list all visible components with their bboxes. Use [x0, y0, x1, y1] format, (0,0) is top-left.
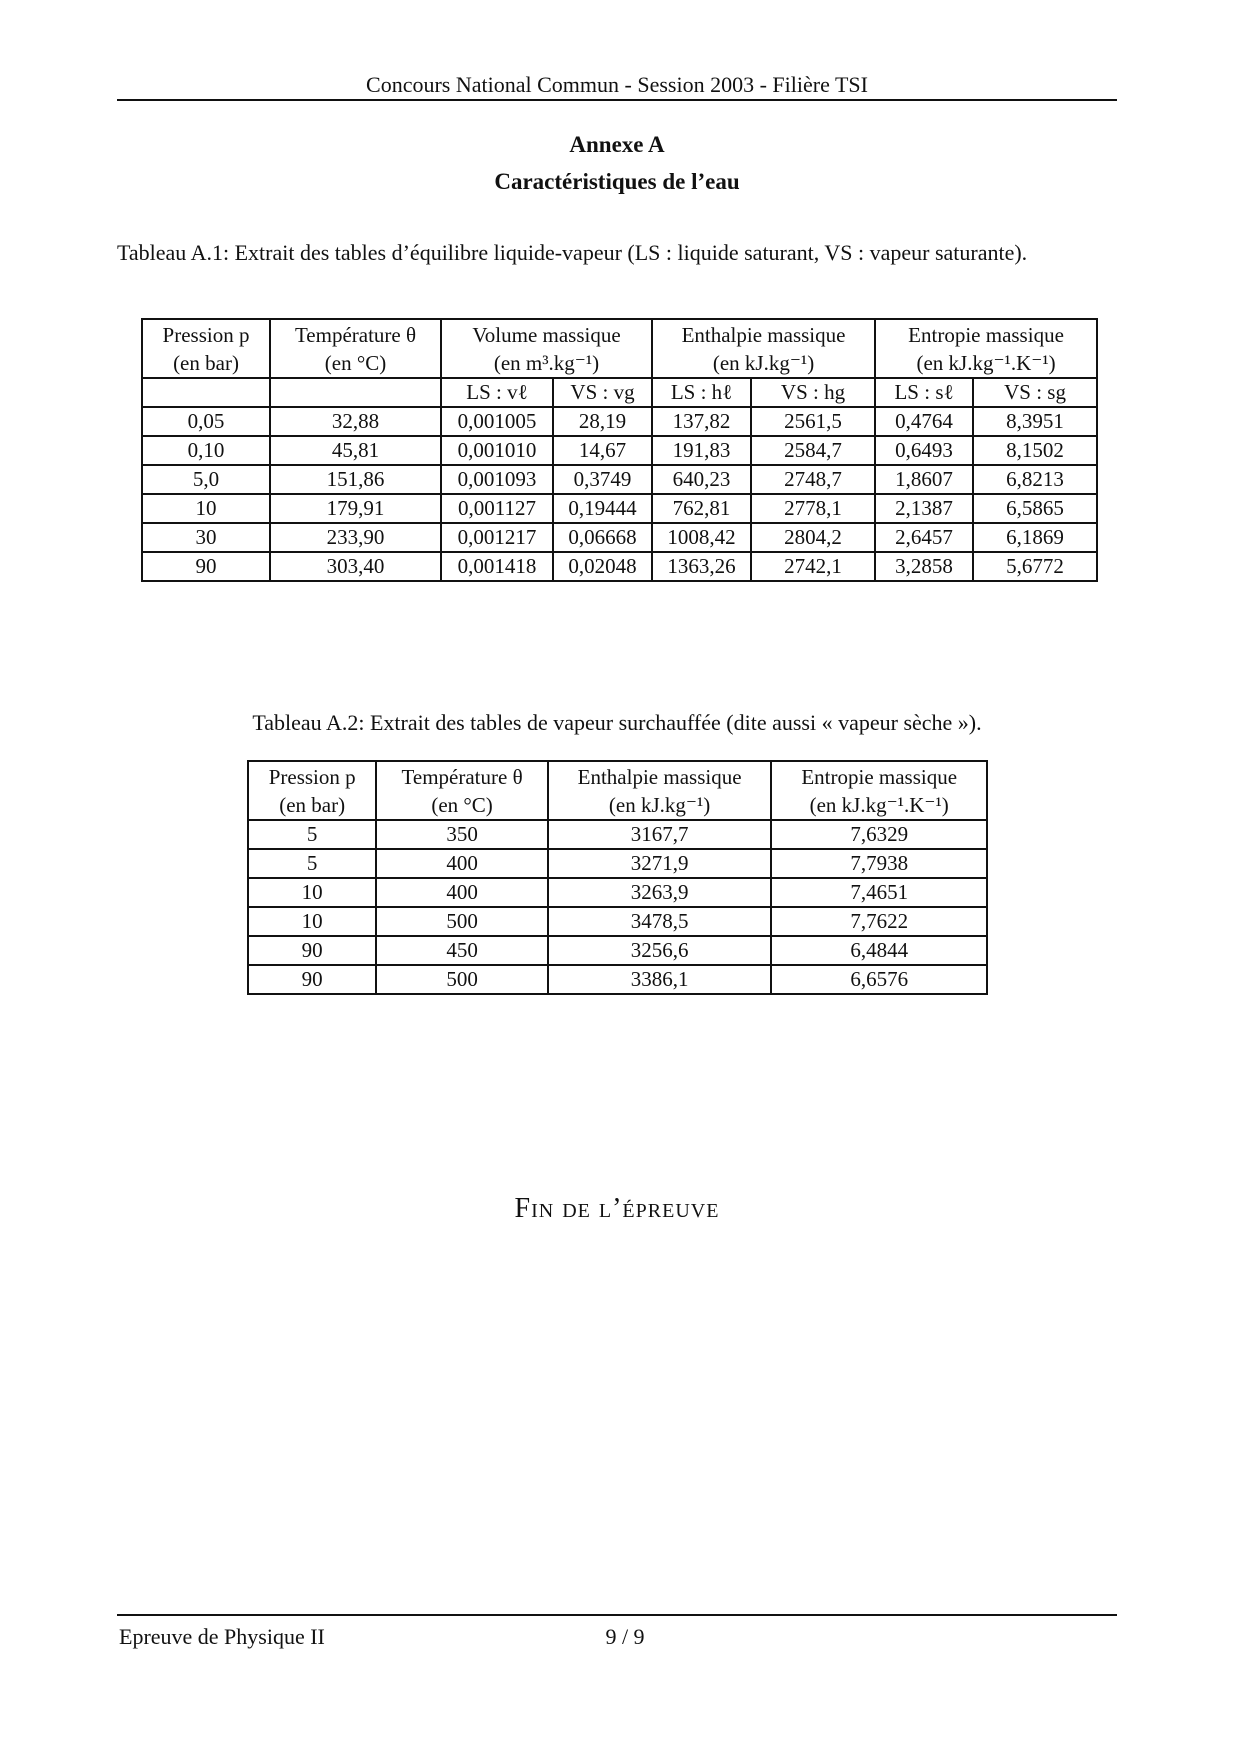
table-cell: 762,81: [652, 494, 751, 523]
subheader-empty-cell: [270, 378, 441, 407]
subheader-empty-cell: [142, 378, 270, 407]
table-cell: 28,19: [553, 407, 652, 436]
table-cell: 179,91: [270, 494, 441, 523]
footer-rule: [117, 1614, 1117, 1616]
table-cell: 6,5865: [973, 494, 1097, 523]
table-cell: 0,001217: [441, 523, 553, 552]
footer-exam-name: Epreuve de Physique II: [119, 1624, 325, 1649]
table-cell: 8,3951: [973, 407, 1097, 436]
subheader-cell: VS : hg: [751, 378, 875, 407]
table-cell: 0,05: [142, 407, 270, 436]
table-row: [248, 820, 987, 849]
header-rule: [117, 99, 1117, 101]
table-cell: 7,6329: [771, 820, 987, 849]
header-cell-volume: Volume massique (en m³.kg⁻¹): [441, 319, 652, 378]
table-cell: 6,1869: [973, 523, 1097, 552]
table-cell: 5,0: [142, 465, 270, 494]
table-cell: 30: [142, 523, 270, 552]
table-cell: 10: [248, 907, 376, 936]
table-cell: 450: [376, 936, 547, 965]
table-cell: 0,02048: [553, 552, 652, 581]
table-cell: 0,001005: [441, 407, 553, 436]
table-row: [142, 494, 1097, 523]
table-cell: 0,10: [142, 436, 270, 465]
table-row: [142, 407, 1097, 436]
table-cell: 233,90: [270, 523, 441, 552]
table-cell: 3256,6: [548, 936, 772, 965]
table-cell: 3167,7: [548, 820, 772, 849]
table-row: [248, 849, 987, 878]
table-cell: 400: [376, 849, 547, 878]
table-cell: 0,001010: [441, 436, 553, 465]
table-cell: 3478,5: [548, 907, 772, 936]
table-row: [142, 465, 1097, 494]
table-cell: 151,86: [270, 465, 441, 494]
table-cell: 0,19444: [553, 494, 652, 523]
header-cell-pressure: Pression p (en bar): [142, 319, 270, 378]
table-cell: 2742,1: [751, 552, 875, 581]
table-subheader-row: [142, 378, 1097, 407]
header-cell-temperature: Température θ (en °C): [376, 761, 547, 820]
table-cell: 32,88: [270, 407, 441, 436]
superheated-table: [247, 760, 988, 995]
header-cell-pressure: Pression p (en bar): [248, 761, 376, 820]
table-row: [248, 936, 987, 965]
table-cell: 7,4651: [771, 878, 987, 907]
table-cell: 400: [376, 878, 547, 907]
table-cell: 0,4764: [875, 407, 973, 436]
table-cell: 90: [248, 936, 376, 965]
table-cell: 5: [248, 820, 376, 849]
annex-subtitle: Caractéristiques de l’eau: [494, 169, 740, 194]
table-cell: 0,3749: [553, 465, 652, 494]
table-cell: 1008,42: [652, 523, 751, 552]
table-cell: 3263,9: [548, 878, 772, 907]
table-cell: 10: [248, 878, 376, 907]
footer-page-number: 9 / 9: [605, 1624, 645, 1649]
table-cell: 6,8213: [973, 465, 1097, 494]
table-cell: 7,7622: [771, 907, 987, 936]
table-cell: 1363,26: [652, 552, 751, 581]
table-cell: 6,6576: [771, 965, 987, 994]
table-cell: 0,001093: [441, 465, 553, 494]
table-cell: 137,82: [652, 407, 751, 436]
table1-caption: Tableau A.1: Extrait des tables d’équilibre liquide-vapeur (LS : liquide saturant, VS : vapeur saturante).: [117, 240, 1028, 265]
table-cell: 45,81: [270, 436, 441, 465]
table-cell: 0,001127: [441, 494, 553, 523]
table-cell: 3,2858: [875, 552, 973, 581]
table-cell: 0,06668: [553, 523, 652, 552]
table-cell: 6,4844: [771, 936, 987, 965]
subheader-cell: LS : hℓ: [652, 378, 751, 407]
table-cell: 3271,9: [548, 849, 772, 878]
table-cell: 500: [376, 965, 547, 994]
annex-title: Annexe A: [569, 132, 665, 157]
table-row: [142, 523, 1097, 552]
table-cell: 500: [376, 907, 547, 936]
table-row: [248, 907, 987, 936]
table-cell: 1,8607: [875, 465, 973, 494]
table-cell: 14,67: [553, 436, 652, 465]
table-cell: 90: [248, 965, 376, 994]
table-row: [142, 552, 1097, 581]
header-cell-enthalpy: Enthalpie massique (en kJ.kg⁻¹): [652, 319, 875, 378]
table-cell: 5,6772: [973, 552, 1097, 581]
subheader-cell: LS : sℓ: [875, 378, 973, 407]
saturation-table: [141, 318, 1098, 582]
header-cell-entropy: Entropie massique (en kJ.kg⁻¹.K⁻¹): [875, 319, 1097, 378]
table-cell: 2778,1: [751, 494, 875, 523]
table-row: [248, 878, 987, 907]
table-cell: 2804,2: [751, 523, 875, 552]
table-header-row: [142, 319, 1097, 378]
table-header-row: [248, 761, 987, 820]
table2-caption: Tableau A.2: Extrait des tables de vapeur surchauffée (dite aussi « vapeur sèche »).: [252, 710, 982, 735]
table-cell: 303,40: [270, 552, 441, 581]
subheader-cell: VS : sg: [973, 378, 1097, 407]
table-cell: 2561,5: [751, 407, 875, 436]
table-cell: 2584,7: [751, 436, 875, 465]
table-cell: 0,6493: [875, 436, 973, 465]
subheader-cell: LS : vℓ: [441, 378, 553, 407]
table-cell: 350: [376, 820, 547, 849]
table-cell: 8,1502: [973, 436, 1097, 465]
header-cell-temperature: Température θ (en °C): [270, 319, 441, 378]
table-cell: 640,23: [652, 465, 751, 494]
table-cell: 90: [142, 552, 270, 581]
table-cell: 2748,7: [751, 465, 875, 494]
table-row: [248, 965, 987, 994]
table-cell: 7,7938: [771, 849, 987, 878]
table-cell: 2,6457: [875, 523, 973, 552]
subheader-cell: VS : vg: [553, 378, 652, 407]
table-cell: 5: [248, 849, 376, 878]
table-cell: 10: [142, 494, 270, 523]
table-row: [142, 436, 1097, 465]
page-header: Concours National Commun - Session 2003 - Filière TSI: [366, 72, 868, 97]
table-cell: 3386,1: [548, 965, 772, 994]
table-cell: 2,1387: [875, 494, 973, 523]
table-cell: 191,83: [652, 436, 751, 465]
table-cell: 0,001418: [441, 552, 553, 581]
end-of-exam: Fin de l’épreuve: [514, 1193, 720, 1224]
header-cell-entropy: Entropie massique (en kJ.kg⁻¹.K⁻¹): [771, 761, 987, 820]
header-cell-enthalpy: Enthalpie massique (en kJ.kg⁻¹): [548, 761, 772, 820]
